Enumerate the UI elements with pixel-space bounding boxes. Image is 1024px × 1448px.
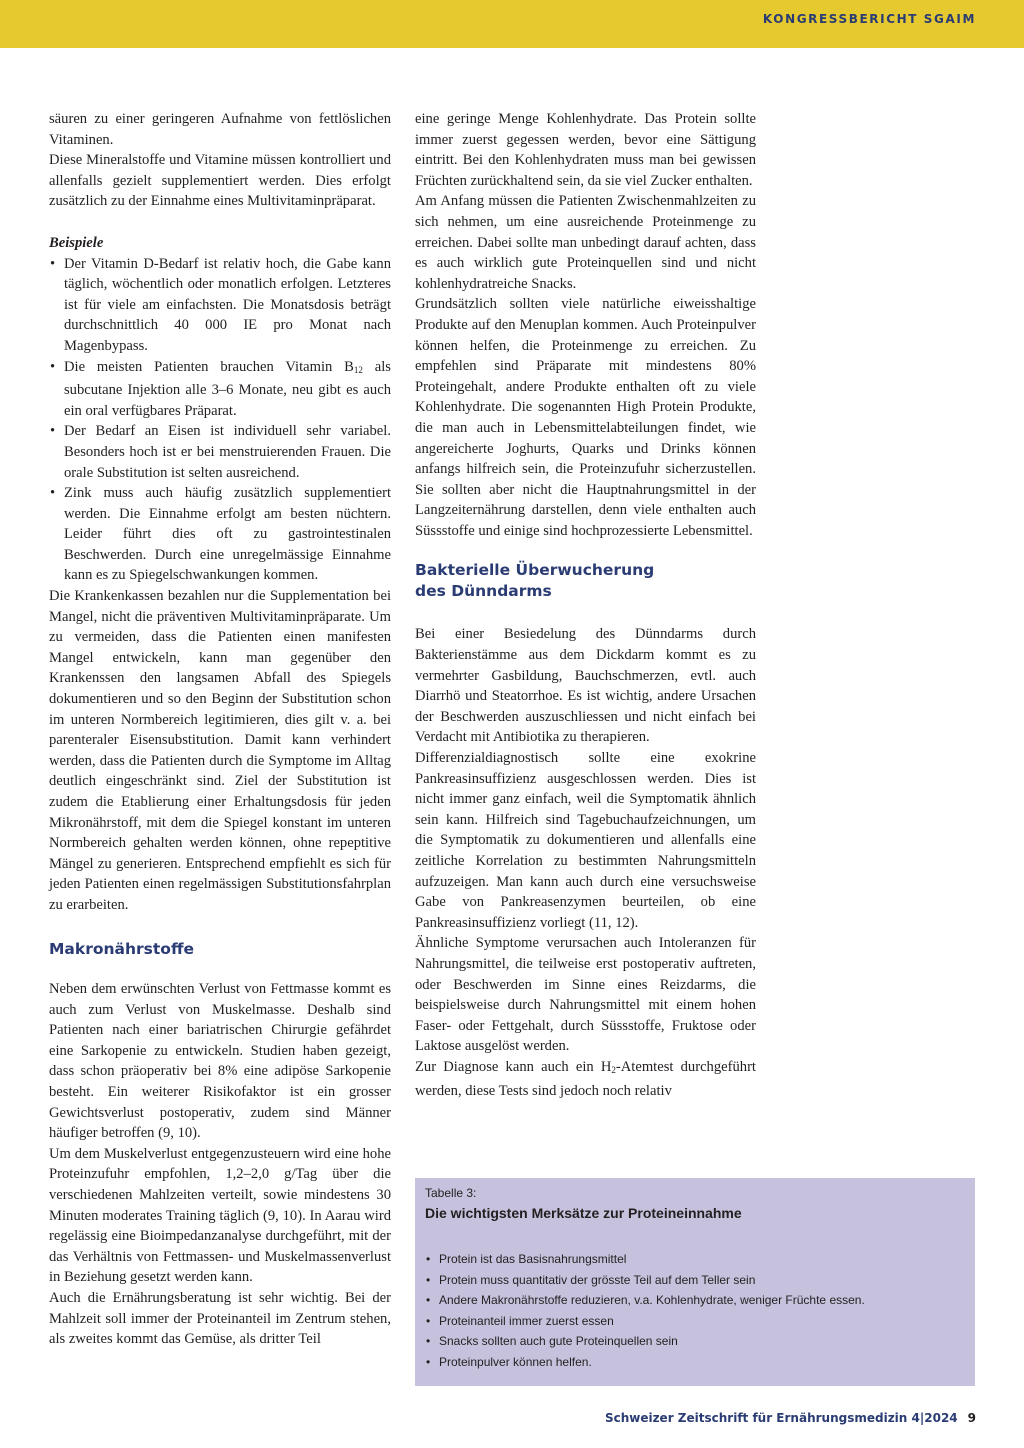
- paragraph: Um dem Muskelverlust entgegenzusteuern wird eine hohe Proteinzufuhr empfohlen, 1,2–2,0 g/Tag über die verschiedenen Mahlzeiten verteilt, sowie mindestens 30 Minuten moderates Training täglich (9, 10). In Aarau wird regelässig eine Bioimpedanzanalyse durchgeführt, mit der das Verhältnis von Fettmassen- und Muskelmassenverlust in Beziehung gesetzt werden kann.: [49, 1145, 391, 1286]
- table-box: [415, 1178, 975, 1386]
- footer: [605, 1411, 976, 1425]
- list-item: • Der Bedarf an Eisen ist individuell sehr variabel. Besonders hoch ist er bei menstruierenden Frauen. Die orale Substitution ist selten ausreichend.: [49, 421, 391, 483]
- table-list-item: • Snacks sollten auch gute Proteinquellen sein: [425, 1331, 865, 1352]
- subheading-beispiele: Beispiele: [49, 234, 104, 251]
- table-list: [425, 1249, 865, 1373]
- paragraph: Ähnliche Symptome verursachen auch Intoleranzen für Nahrungsmittel, die teilweise erst postoperativ auftreten, oder Beschwerden im Sinne eines Reizdarms, die beispielsweise durch Nahrungsmittel mit einem hohen Faser- oder Fettgehalt, durch Süssstoffe, Fruktose oder Laktose ausgelöst werden.: [415, 935, 756, 1055]
- table-list-item: • Protein muss quantitativ der grösste Teil auf dem Teller sein: [425, 1270, 865, 1291]
- right-column: [415, 109, 756, 1101]
- paragraph: Differenzialdiagnostisch sollte eine exokrine Pankreasinsuffizienz ausgeschlossen werden. Dies ist nicht immer ganz einfach, weil die Symptomatik ähnlich sein kann. Hilfreich sind Tagebuchaufzeichnungen, um die Symptomatik zu dokumentieren und allenfalls eine zeitliche Korrelation zu bestimmten Nahrungsmitteln aufzuzeigen. Man kann auch durch eine versuchsweise Gabe von Pankreasenzymen beurteilen, ob eine Pankreasinsuffizienz vorliegt (11, 12).: [415, 750, 756, 931]
- list-item: • Zink muss auch häufig zusätzlich supplementiert werden. Die Einnahme erfolgt am besten nüchtern. Leider führt dies oft zu gastrointestinalen Beschwerden. Durch eine unregelmässige Einnahme kann es zu Spiegelschwankungen kommen.: [49, 483, 391, 586]
- journal-name: Schweizer Zeitschrift für Ernährungsmedizin 4|2024: [604, 1411, 958, 1425]
- paragraph: [415, 1057, 756, 1101]
- subscript: 2: [611, 1064, 616, 1075]
- table-caption: Tabelle 3:: [425, 1186, 477, 1200]
- section-heading-makronaehrstoffe: Makronährstoffe: [49, 939, 195, 958]
- paragraph-text: Zur Diagnose kann auch ein H: [415, 1058, 612, 1075]
- paragraph: Grundsätzlich sollten viele natürliche eiweisshaltige Produkte auf den Menuplan kommen. Auch Proteinpulver können helfen, die Proteinmenge zu erreichen. Zu empfehlen sind Präparate mit mindestens 80% Proteingehalt, andere Produkte enthalten oft zu viele Kohlenhydrate. Die sogenannten High Protein Produkte, die man auch in Lebensmittelabteilungen findet, wie angereicherte Joghurts, Quarks und Drinks können anfangs hilfreich sein, die Proteinzufuhr sicherzustellen. Sie sollten aber nicht die Hauptnahrungsmittel in der Langzeiternährung darstellen, denn viele enthalten auch Süssstoffe und einige sind hochprozessierte Lebensmittel.: [415, 296, 756, 539]
- paragraph: Neben dem erwünschten Verlust von Fettmasse kommt es auch zum Verlust von Muskelmasse. Deshalb sind Patienten nach einer bariatrischen Chirurgie gefährdet eine Sarkopenie zu entwickeln. Studien haben gezeigt, dass schon präoperativ bei 8% eine adipöse Sarkopenie besteht. Ein weiterer Risikofaktor ist ein grosser Gewichtsverlust postoperativ, zudem sind Männer häufiger betroffen (9, 10).: [49, 981, 391, 1142]
- section-heading-bakterielle-ueberwucherung: Bakterielle Überwucherung des Dünndarms: [415, 561, 655, 600]
- list-item-text: Die meisten Patienten brauchen Vitamin B: [64, 358, 354, 375]
- left-column: [49, 109, 391, 1350]
- table-list-item: • Proteinpulver können helfen.: [425, 1352, 865, 1373]
- paragraph: Bei einer Besiedelung des Dünndarms durch Bakterienstämme aus dem Dickdarm kommt es zu vermehrter Gasbildung, Bauchschmerzen, evtl. auch Diarrhö und Steatorrhoe. Es ist wichtig, andere Ursachen der Beschwerden auszuschliessen und nicht einfach bei Verdacht mit Antibiotika zu therapieren.: [415, 626, 756, 746]
- header-bar: [0, 0, 1024, 48]
- paragraph: Diese Mineralstoffe und Vitamine müssen kontrolliert und allenfalls gezielt supplementiert werden. Dies erfolgt zusätzlich zu der Einnahme eines Multivitaminpräparat.: [49, 152, 391, 210]
- page-number: 9: [967, 1411, 976, 1425]
- list-item: • Der Vitamin D-Bedarf ist relativ hoch, die Gabe kann täglich, wöchentlich oder monatlich erfolgen. Letzteres ist für viele am einfachsten. Die Monatsdosis beträgt durchschnittlich 40 000 IE pro Monat nach Magenbypass.: [49, 254, 391, 357]
- list-item: [49, 357, 391, 422]
- list-item-text: als subcutane Injektion alle 3–6 Monate, neu gibt es auch ein oral verfügbares Präparat.: [64, 358, 391, 419]
- paragraph: säuren zu einer geringeren Aufnahme von fettlöslichen Vitaminen.: [49, 111, 391, 148]
- bullet-list: [49, 254, 391, 587]
- paragraph: Am Anfang müssen die Patienten Zwischenmahlzeiten zu sich nehmen, um eine ausreichende Proteinmenge zu erreichen. Dabei sollte man unbedingt darauf achten, dass es auch wirklich gute Proteinquellen sind und nicht kohlenhydratreiche Snacks.: [415, 193, 756, 292]
- table-list-item: • Protein ist das Basisnahrungsmittel: [425, 1249, 865, 1270]
- paragraph: Die Krankenkassen bezahlen nur die Supplementation bei Mangel, nicht die präventiven Multivitaminpräparate. Um zu vermeiden, dass die Patienten einen manifesten Mangel entwickeln, kann man gegenüber den Krankenssen den langsamen Abfall des Spiegels dokumentieren und so den Beginn der Substitution schon im unteren Normbereich legitimieren, dies gilt v. a. bei parenteraler Eisensubstitution. Damit kann verhindert werden, dass die Patienten durch die Symptome im Alltag deutlich eingeschränkt sind. Ziel der Substitution ist zudem die Etablierung einer Erhaltungsdosis für jeden Mikronährstoff, mit dem die Spiegel konstant im unteren Normbereich gehalten werden können, ohne repeptitive Mängel zu generieren. Entsprechend empfiehlt es sich für jeden Patienten einen regelmässigen Substitutionsfahrplan zu erarbeiten.: [49, 588, 391, 913]
- subscript: 12: [353, 364, 363, 375]
- paragraph-text: -Atemtest durchgeführt werden, diese Tests sind jedoch noch relativ: [415, 1058, 756, 1099]
- table-title: Die wichtigsten Merksätze zur Proteineinnahme: [425, 1205, 742, 1221]
- section-label: KONGRESSBERICHT SGAIM: [762, 12, 976, 26]
- table-list-item: • Andere Makronährstoffe reduzieren, v.a. Kohlenhydrate, weniger Früchte essen.: [425, 1290, 865, 1311]
- paragraph: Auch die Ernährungsberatung ist sehr wichtig. Bei der Mahlzeit soll immer der Proteinanteil im Zentrum stehen, als zweites kommt das Gemüse, als dritter Teil: [49, 1289, 391, 1348]
- paragraph: eine geringe Menge Kohlenhydrate. Das Protein sollte immer zuerst gegessen werden, bevor eine Sättigung eintritt. Bei den Kohlenhydraten muss man bei gewissen Früchten zurückhaltend sein, da sie viel Zucker enthalten.: [415, 111, 756, 189]
- table-list-item: • Proteinanteil immer zuerst essen: [425, 1311, 865, 1332]
